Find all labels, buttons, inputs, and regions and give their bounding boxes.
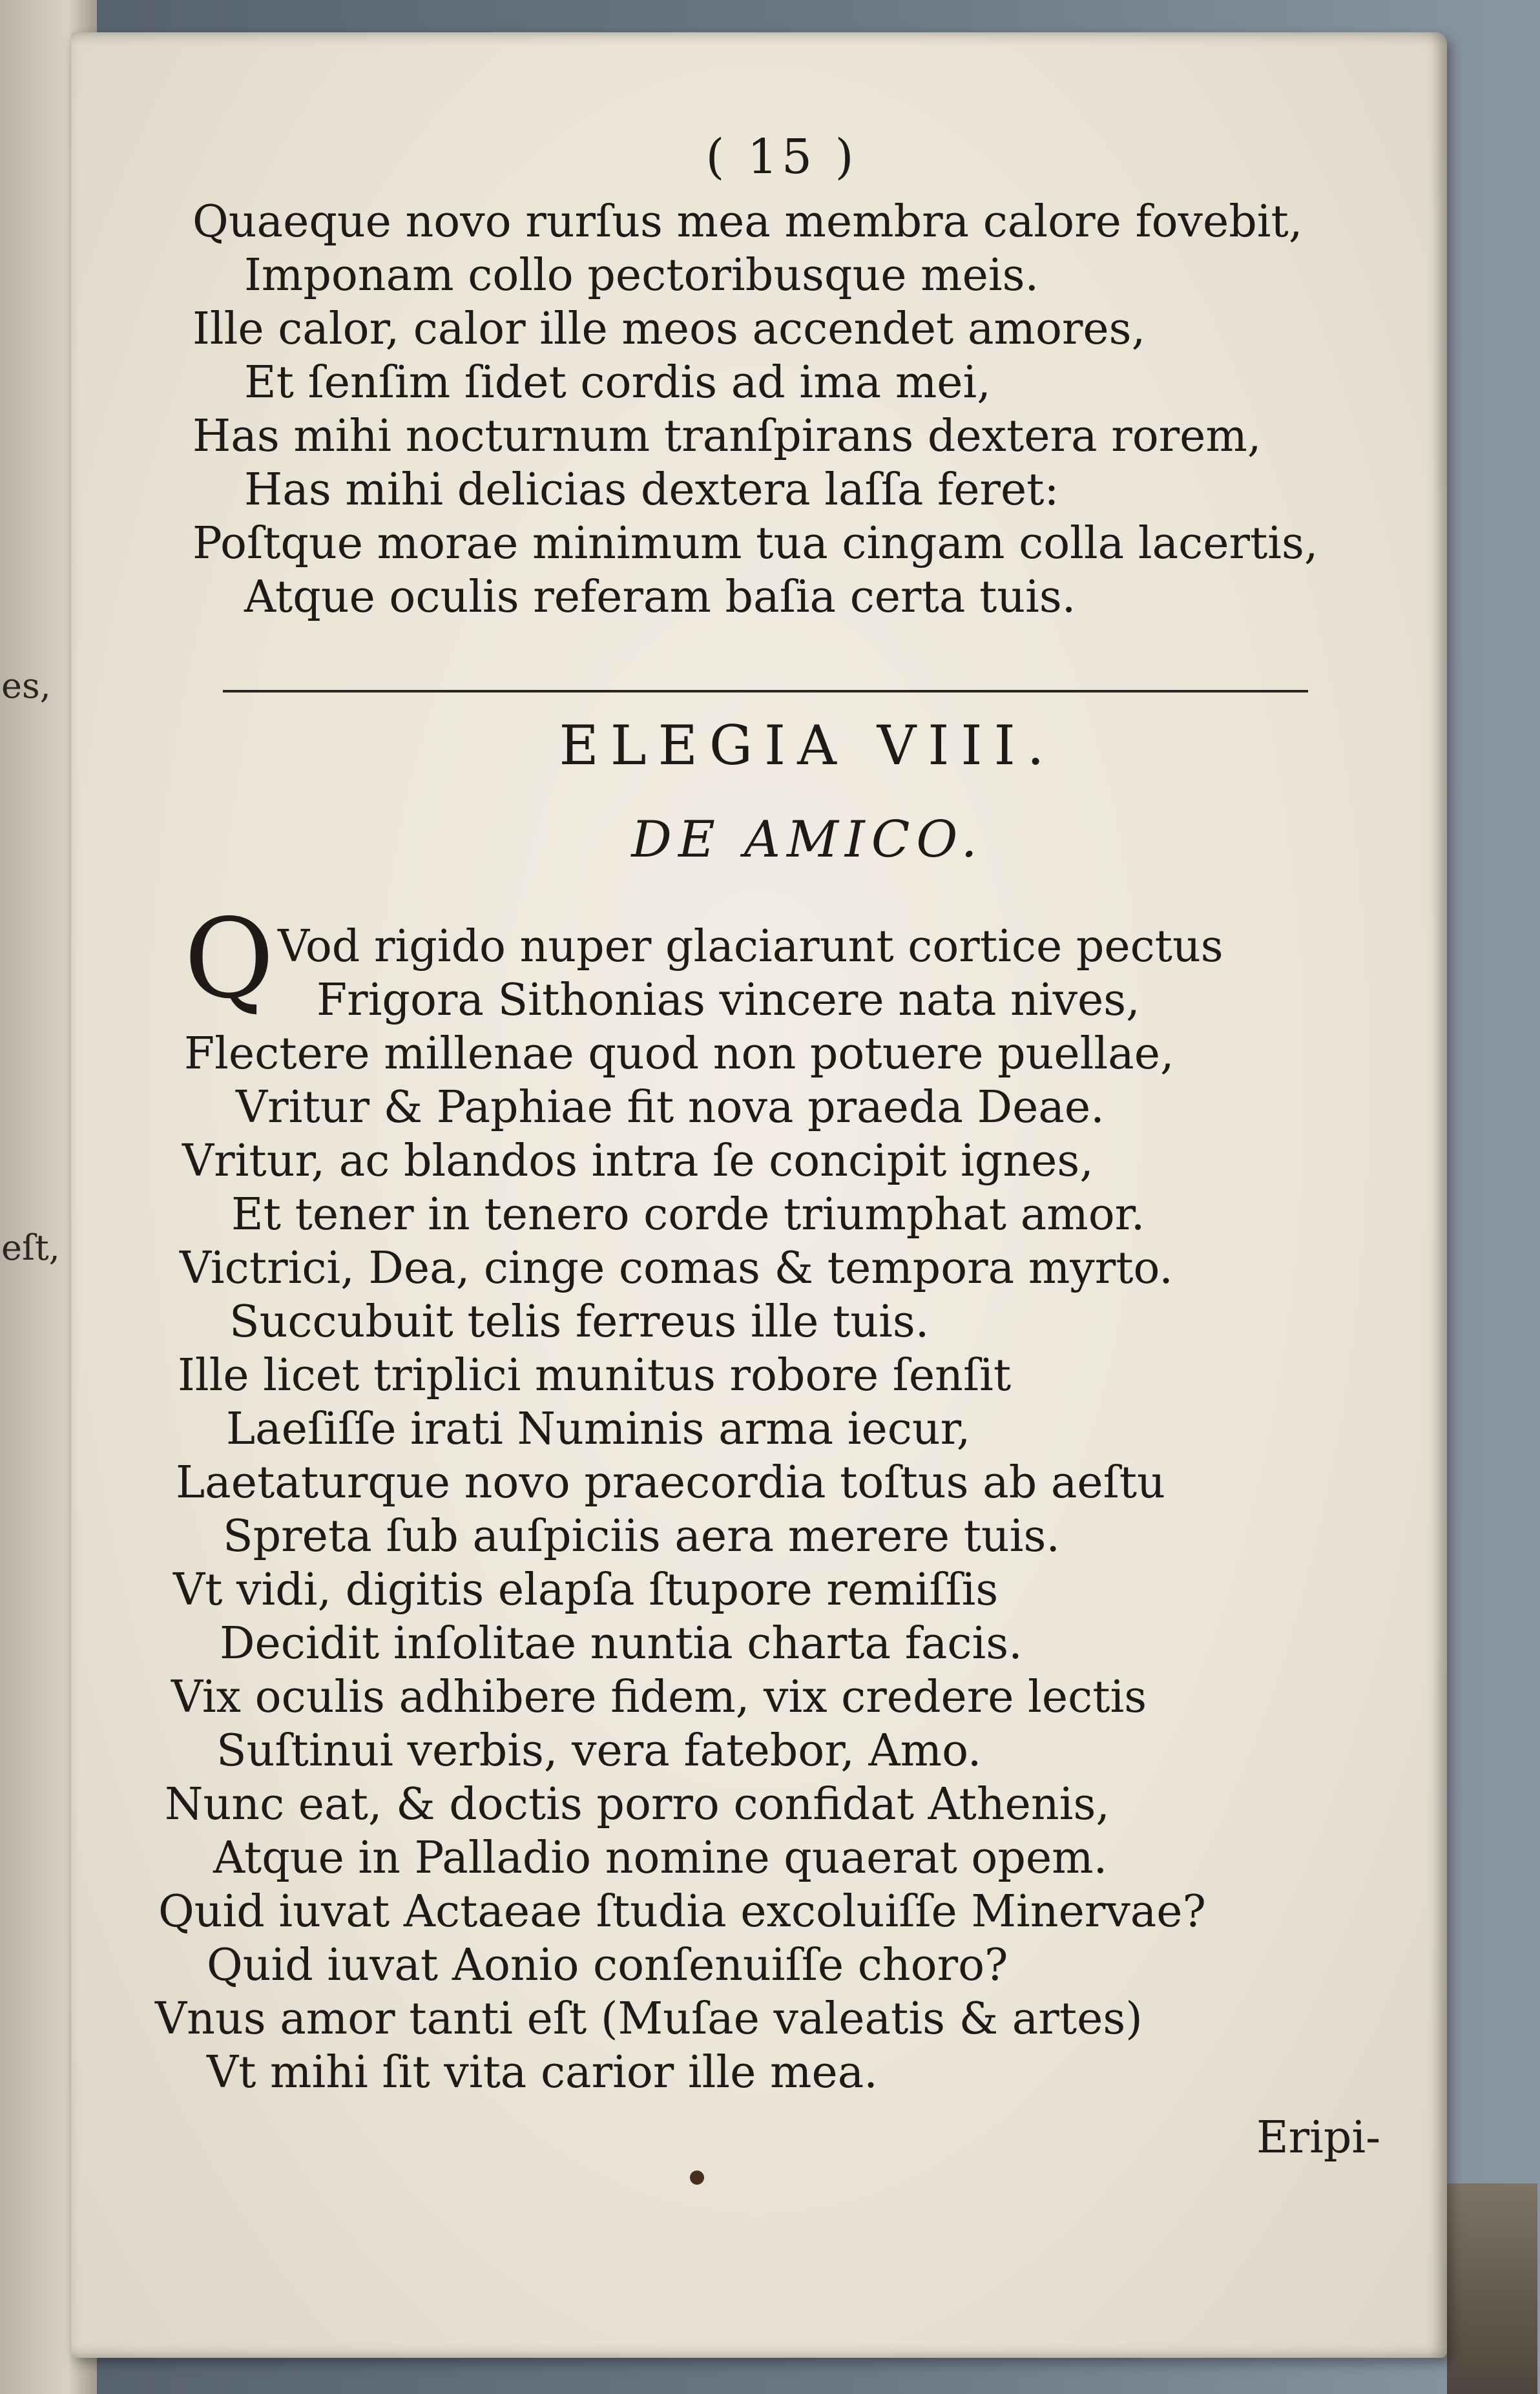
verse-line: Suſtinui verbis, vera fatebor, Amo.	[216, 1725, 982, 1776]
verse-line: Has mihi nocturnum tranſpirans dextera rorem,	[192, 411, 1262, 462]
verse-line: Spreta ſub auſpiciis aera merere tuis.	[223, 1511, 1060, 1562]
drop-cap: Q	[184, 895, 275, 1023]
left-page-fragment: es,	[1, 665, 51, 706]
verse-line: Laetaturque novo praecordia toſtus ab aeſtu	[176, 1457, 1165, 1508]
verse-line: Vt vidi, digitis elapſa ſtupore remiſſis	[173, 1565, 999, 1616]
verse-line: Quid iuvat Actaeae ſtudia excoluiſſe Minervae?	[158, 1886, 1206, 1937]
verse-line: Ille calor, calor ille meos accendet amores,	[192, 304, 1146, 355]
verse-line: Ille licet triplici munitus robore ſenſit	[178, 1350, 1012, 1401]
verse-line: Nunc eat, & doctis porro confidat Athenis,	[165, 1779, 1110, 1830]
verse-line: Quid iuvat Aonio conſenuiſſe choro?	[207, 1940, 1008, 1991]
page-number: ( 15 )	[705, 129, 858, 185]
left-page-fragment: eſt,	[1, 1227, 60, 1268]
verse-line: Flectere millenae quod non potuere puellae,	[184, 1028, 1174, 1079]
ink-stain	[690, 2170, 704, 2185]
catchword: Eripi-	[1256, 2112, 1381, 2163]
verse-line: Victrici, Dea, cinge comas & tempora myrto.	[180, 1243, 1173, 1294]
verse-line: Vod rigido nuper glaciarunt cortice pectus	[278, 921, 1223, 972]
verse-line: Succubuit telis ferreus ille tuis.	[229, 1296, 930, 1348]
verse-line: Imponam collo pectoribusque meis.	[244, 250, 1039, 301]
section-divider	[223, 690, 1308, 692]
verse-line: Has mihi delicias dextera laſſa feret:	[244, 464, 1059, 515]
verse-line: Vt mihi ſit vita carior ille mea.	[207, 2047, 878, 2098]
verse-line: Laeſiſſe irati Numinis arma iecur,	[226, 1404, 971, 1455]
verse-line: Et ſenſim ſidet cordis ad ima mei,	[244, 357, 991, 408]
elegy-subtitle: DE AMICO.	[631, 811, 984, 869]
verse-line: Quaeque novo rurſus mea membra calore fovebit,	[192, 196, 1303, 247]
elegy-title: ELEGIA VIII.	[559, 714, 1056, 777]
book-corner	[1447, 2183, 1537, 2394]
verse-line: Vritur, ac blandos intra ſe concipit ignes,	[182, 1136, 1094, 1187]
verse-line: Poſtque morae minimum tua cingam colla lacertis,	[192, 518, 1318, 569]
verse-line: Et tener in tenero corde triumphat amor.	[231, 1189, 1145, 1240]
verse-line: Vix oculis adhibere fidem, vix credere lectis	[171, 1672, 1147, 1723]
verse-line: Decidit inſolitae nuntia charta facis.	[220, 1618, 1023, 1669]
verse-line: Frigora Sithonias vincere nata nives,	[317, 975, 1140, 1026]
verse-line: Atque in Palladio nomine quaerat opem.	[213, 1833, 1108, 1884]
verse-line: Vritur & Paphiae fit nova praeda Deae.	[236, 1082, 1105, 1133]
verse-line: Vnus amor tanti eſt (Muſae valeatis & artes)	[155, 1993, 1143, 2045]
verse-line: Atque oculis referam baſia certa tuis.	[244, 572, 1076, 623]
